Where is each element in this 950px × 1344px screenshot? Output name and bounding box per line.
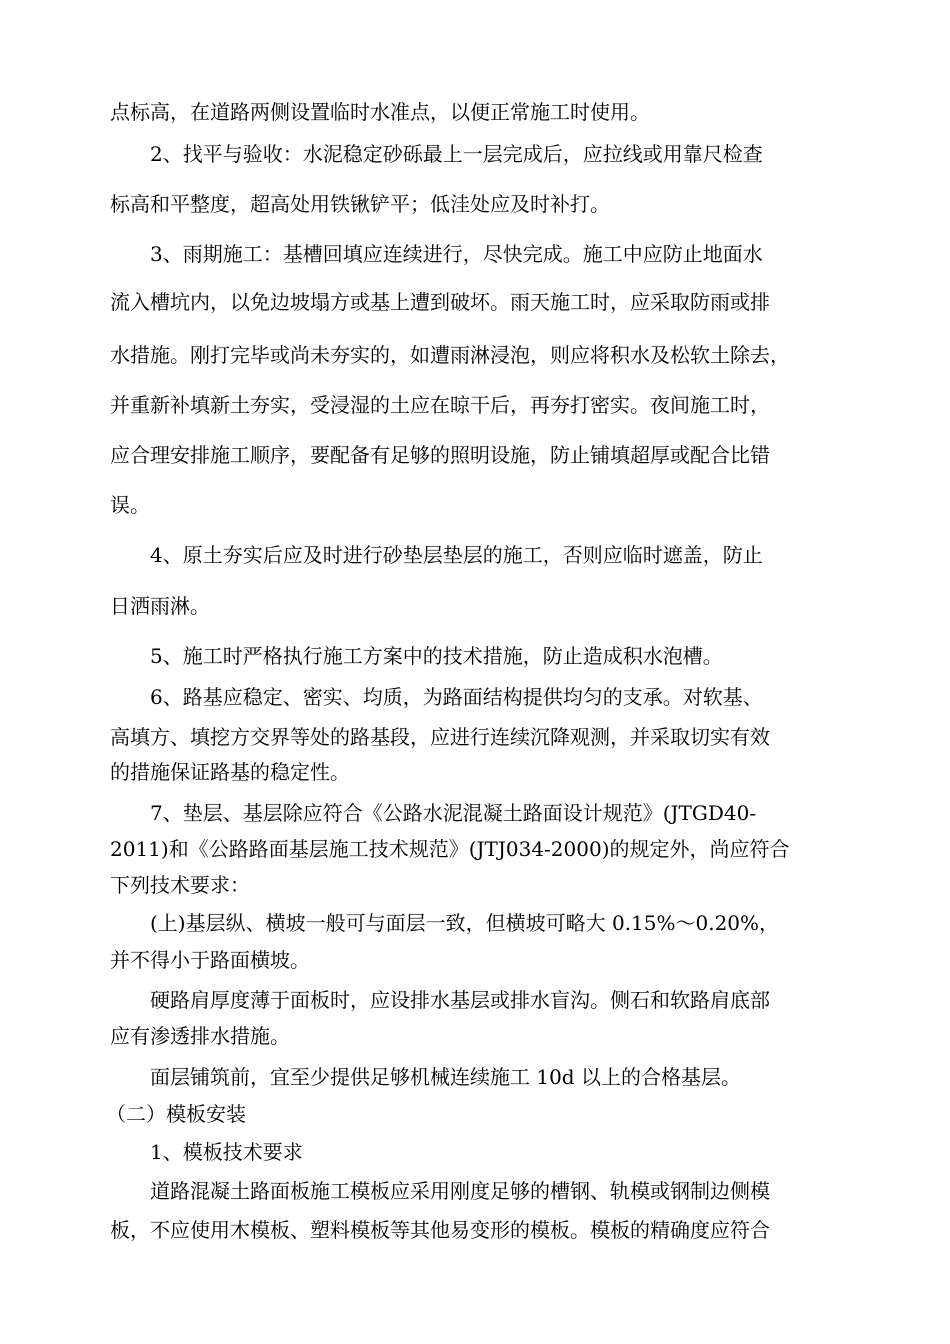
text-line: 应有渗透排水措施。 (110, 1024, 290, 1048)
text-line: 4、原土夯实后应及时进行砂垫层垫层的施工，否则应临时遮盖，防止 (150, 543, 763, 567)
text-line: 误。 (110, 493, 150, 517)
text-line: 的措施保证路基的稳定性。 (110, 760, 350, 784)
text-line: 点标高，在道路两侧设置临时水准点，以便正常施工时使用。 (110, 100, 650, 124)
text-line: 水措施。刚打完毕或尚未夯实的，如遭雨淋浸泡，则应将积水及松软土除去， (110, 343, 790, 367)
text-line: 并重新补填新土夯实，受浸湿的土应在晾干后，再夯打密实。夜间施工时， (110, 393, 770, 417)
text-line: 应合理安排施工顺序，要配备有足够的照明设施，防止铺填超厚或配合比错 (110, 443, 770, 467)
text-line: (上)基层纵、横坡一般可与面层一致，但横坡可略大 0.15%～0.20%， (150, 911, 780, 935)
text-line: 6、路基应稳定、密实、均质，为路面结构提供均匀的支承。对软基、 (150, 685, 763, 709)
text-line: 并不得小于路面横坡。 (110, 948, 310, 972)
text-line: 7、垫层、基层除应符合《公路水泥混凝土路面设计规范》(JTGD40- (150, 801, 757, 825)
text-line: 日洒雨淋。 (110, 594, 210, 618)
text-line: 高填方、填挖方交界等处的路基段，应进行连续沉降观测，并采取切实有效 (110, 725, 770, 749)
text-line: 道路混凝土路面板施工模板应采用刚度足够的槽钢、轨模或钢制边侧模 (150, 1179, 770, 1203)
text-line: 2011)和《公路路面基层施工技术规范》(JTJ034-2000)的规定外，尚应符合 (110, 837, 790, 861)
text-line: 板，不应使用木模板、塑料模板等其他易变形的模板。模板的精确度应符合 (110, 1218, 770, 1242)
text-line: 3、雨期施工：基槽回填应连续进行，尽快完成。施工中应防止地面水 (150, 242, 763, 266)
text-line: 硬路肩厚度薄于面板时，应设排水基层或排水盲沟。侧石和软路肩底部 (150, 988, 770, 1012)
text-line: 下列技术要求： (110, 873, 250, 897)
text-line: 标高和平整度，超高处用铁锹铲平；低洼处应及时补打。 (110, 192, 610, 216)
section-heading: （二）模板安装 (106, 1102, 246, 1126)
subsection-heading: 1、模板技术要求 (150, 1140, 303, 1164)
text-line: 5、施工时严格执行施工方案中的技术措施，防止造成积水泡槽。 (150, 644, 723, 668)
text-line: 面层铺筑前，宜至少提供足够机械连续施工 10d 以上的合格基层。 (150, 1065, 741, 1089)
text-line: 流入槽坑内，以免边坡塌方或基上遭到破坏。雨天施工时，应采取防雨或排 (110, 290, 770, 314)
text-line: 2、找平与验收：水泥稳定砂砾最上一层完成后，应拉线或用靠尺检查 (150, 142, 763, 166)
